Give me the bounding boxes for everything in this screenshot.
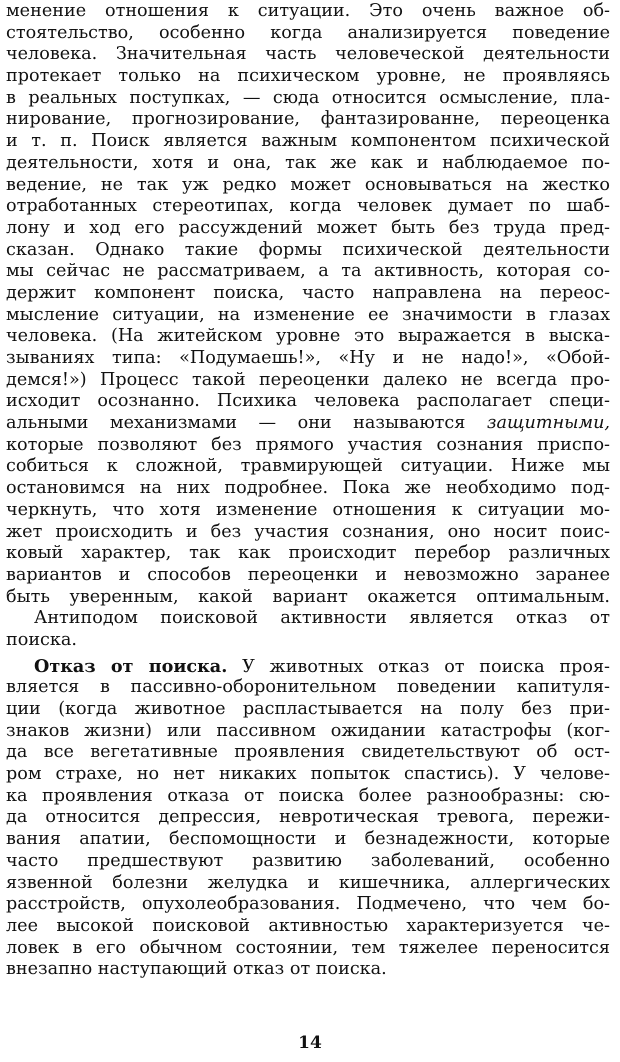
text-line: сказан. Однако такие формы психической деятельности: [6, 239, 610, 260]
text-line: деятельности, хотя и она, так же как и наблюдаемое по-: [6, 152, 610, 173]
text-line-with-heading: [6, 656, 610, 678]
text-line: собиться к сложной, травмирующей ситуации. Ниже мы: [6, 456, 610, 477]
text-line: человека. (На житейском уровне это выражается в выска-: [6, 326, 610, 347]
text-line: остановимся на них подробнее. Пока же необходимо под-: [6, 478, 610, 499]
text-run: альными механизмами — они называются: [6, 413, 487, 434]
text-line: ции (когда животное распластывается на полу без при-: [6, 699, 610, 719]
text-line: часто предшествуют развитию заболеваний, особенно: [6, 850, 610, 871]
text-line: ведение, не так уж редко может основываться на жестко: [6, 174, 610, 195]
text-line: исходит осознанно. Психика человека располагает специ-: [6, 391, 610, 412]
text-run: У животных отказ от поиска проя-: [227, 656, 610, 677]
italic-term: защитными,: [486, 413, 610, 434]
text-line: отработанных стереотипах, когда человек думает по шаб-: [6, 196, 610, 217]
text-line: ром страхе, но нет никаких попыток спастись). У челове-: [6, 764, 610, 785]
text-line: Антиподом поисковой активности является отказ от: [34, 608, 610, 629]
text-line: жет происходить и без участия сознания, оно носит поис-: [6, 521, 610, 542]
text-line: расстройств, опухолеобразования. Подмечено, что чем бо-: [6, 894, 610, 915]
text-line: мысление ситуации, на изменение ее значимости в глазах: [6, 304, 610, 325]
text-line: внезапно наступающий отказ от поиска.: [6, 959, 387, 980]
text-line: поиска.: [6, 629, 77, 650]
text-line: черкнуть, что хотя изменение отношения к ситуации мо-: [6, 499, 610, 520]
text-line: в реальных поступках, — сюда относится осмысление, пла-: [6, 87, 610, 108]
text-line: знаков жизни) или пассивном ожидании катастрофы (ког-: [6, 720, 610, 741]
text-line: да относится депрессия, невротическая тревога, пережи-: [6, 807, 610, 828]
text-line: да все вегетативные проявления свидетельствуют об ост-: [6, 742, 610, 763]
text-line: стоятельство, особенно когда анализируется поведение: [6, 22, 610, 43]
page-number: 14: [298, 1033, 322, 1053]
text-line: менение отношения к ситуации. Это очень важное об-: [6, 1, 610, 21]
text-line: протекает только на психическом уровне, не проявляясь: [6, 66, 610, 87]
text-line: быть уверенным, какой вариант окажется оптимальным.: [6, 586, 610, 607]
paragraph-1: [6, 1, 610, 608]
text-line: зываниях типа: «Подумаешь!», «Ну и не надо!», «Обой-: [6, 348, 610, 368]
text-line: человека. Значительная часть человеческой деятельности: [6, 44, 610, 65]
text-line-with-italic: [6, 413, 610, 435]
paragraph-3: [6, 656, 610, 981]
text-line: вляется в пассивно-оборонительном поведении капитуля-: [6, 677, 610, 698]
text-line: которые позволяют без прямого участия сознания приспо-: [6, 434, 610, 455]
paragraph-2: [6, 608, 610, 651]
text-line: ковый характер, так как происходит перебор различных: [6, 543, 610, 564]
page-text: [6, 1, 610, 981]
text-line: лее высокой поисковой активностью характеризуется че-: [6, 915, 610, 936]
text-line: ловек в его обычном состоянии, тем тяжелее переносится: [6, 937, 610, 958]
text-line: ка проявления отказа от поиска более разнообразны: сю-: [6, 785, 610, 806]
text-line: вания апатии, беспомощности и безнадежности, которые: [6, 829, 610, 850]
text-line: нирование, прогнозирование, фантазированне, переоценка: [6, 109, 610, 130]
text-line: и т. п. Поиск является важным компонентом психической: [6, 131, 610, 152]
text-line: язвенной болезни желудка и кишечника, аллергических: [6, 872, 610, 893]
text-line: держит компонент поиска, часто направлена на переос-: [6, 282, 610, 303]
section-heading: Отказ от поиска.: [34, 655, 228, 677]
text-line: вариантов и способов переоценки и невозможно заранее: [6, 564, 610, 585]
text-line: мы сейчас не рассматриваем, а та активность, которая со-: [6, 261, 610, 282]
text-line: демся!») Процесс такой переоценки далеко не всегда про-: [6, 369, 610, 390]
text-line: лону и ход его рассуждений может быть без труда пред-: [6, 217, 610, 238]
